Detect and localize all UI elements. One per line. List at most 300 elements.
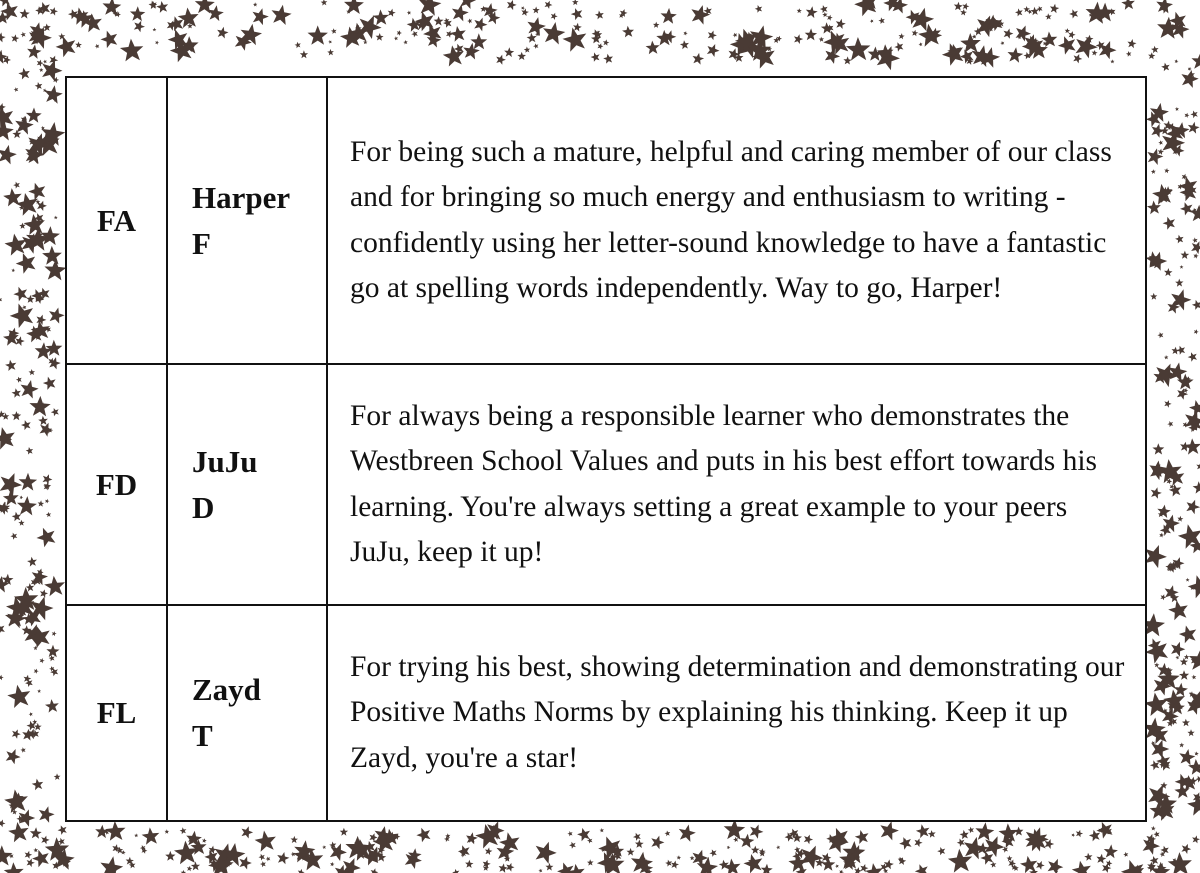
star-icon	[533, 43, 538, 49]
star-icon	[600, 828, 605, 832]
star-icon	[1159, 533, 1164, 538]
star-icon	[27, 45, 41, 59]
star-icon	[1152, 184, 1173, 205]
star-icon	[855, 830, 869, 844]
star-icon	[1020, 856, 1037, 873]
star-icon	[120, 39, 143, 62]
star-icon	[165, 851, 175, 861]
star-icon	[0, 624, 5, 634]
star-icon	[25, 851, 33, 859]
star-icon	[954, 2, 963, 11]
star-icon	[15, 336, 24, 346]
star-icon	[322, 845, 326, 849]
star-icon	[153, 28, 157, 32]
star-icon	[1192, 835, 1200, 843]
star-icon	[50, 7, 58, 16]
star-icon	[665, 860, 672, 867]
star-icon	[1076, 830, 1083, 838]
star-icon	[727, 846, 731, 850]
star-icon	[485, 847, 493, 855]
star-icon	[916, 824, 930, 838]
star-icon	[1073, 54, 1082, 63]
star-icon	[822, 12, 827, 17]
star-icon	[155, 41, 159, 45]
star-icon	[121, 850, 126, 855]
star-icon	[733, 33, 738, 38]
star-icon	[1189, 400, 1200, 416]
star-icon	[573, 23, 582, 32]
star-icon	[1180, 658, 1188, 666]
star-icon	[394, 36, 398, 40]
star-icon	[1000, 41, 1004, 45]
star-icon	[0, 820, 6, 828]
star-icon	[527, 33, 537, 43]
star-icon	[13, 287, 27, 302]
star-icon	[755, 5, 762, 13]
star-icon	[1158, 149, 1164, 155]
star-icon	[342, 858, 361, 873]
star-icon	[1179, 670, 1189, 680]
star-icon	[1030, 7, 1039, 15]
star-icon	[975, 822, 994, 841]
star-icon	[595, 11, 604, 20]
star-icon	[545, 1, 553, 9]
star-icon	[101, 31, 118, 48]
star-icon	[1069, 9, 1078, 18]
star-icon	[1179, 749, 1195, 765]
star-icon	[1191, 675, 1196, 680]
star-icon	[1068, 31, 1075, 38]
star-icon	[26, 447, 33, 455]
star-icon	[344, 0, 364, 14]
star-icon	[709, 849, 716, 857]
star-icon	[1186, 500, 1200, 514]
star-icon	[1190, 205, 1200, 222]
star-icon	[1036, 861, 1045, 870]
star-icon	[7, 685, 30, 708]
star-icon	[708, 31, 717, 41]
star-icon	[13, 182, 20, 189]
star-icon	[899, 33, 905, 39]
star-icon	[33, 848, 38, 853]
star-icon	[75, 42, 82, 49]
star-icon	[1189, 649, 1200, 671]
star-icon	[32, 779, 44, 791]
star-icon	[1110, 59, 1114, 63]
star-icon	[684, 31, 688, 35]
star-icon	[1180, 265, 1184, 269]
star-icon	[1096, 854, 1106, 864]
star-icon	[16, 377, 22, 383]
star-icon	[42, 246, 62, 265]
star-icon	[300, 50, 308, 58]
star-icon	[671, 861, 679, 869]
star-icon	[255, 831, 276, 852]
star-icon	[1181, 251, 1190, 259]
star-icon	[496, 55, 506, 65]
star-icon	[567, 831, 572, 836]
star-icon	[1185, 113, 1190, 118]
star-icon	[202, 838, 207, 843]
star-icon	[242, 826, 254, 838]
star-icon	[1175, 59, 1179, 63]
star-icon	[321, 0, 328, 6]
star-icon	[1127, 39, 1136, 48]
star-icon	[105, 821, 125, 841]
star-icon	[1045, 839, 1055, 849]
student-name-cell	[167, 605, 327, 821]
star-icon	[1193, 481, 1200, 493]
star-icon	[835, 864, 839, 868]
star-icon	[291, 836, 299, 843]
star-icon	[1196, 463, 1200, 471]
star-icon	[543, 22, 565, 45]
star-icon	[603, 39, 609, 45]
star-icon	[41, 836, 49, 845]
star-icon	[733, 837, 738, 842]
star-icon	[43, 60, 47, 64]
star-icon	[416, 828, 430, 843]
star-icon	[1008, 47, 1024, 63]
star-icon	[532, 7, 539, 14]
star-icon	[443, 19, 452, 28]
star-icon	[1151, 46, 1159, 54]
award-reason-cell: For always being a responsible learner who demonstrates the Westbreen School Values and puts in his best effort towards his learning. You're always setting a great example to your peers JuJu, keep it up!	[327, 364, 1146, 605]
star-icon	[0, 145, 17, 165]
star-icon	[6, 749, 21, 764]
star-icon	[156, 1, 168, 13]
star-icon	[527, 17, 546, 36]
star-icon	[452, 869, 459, 873]
table-row	[66, 605, 1146, 821]
star-icon	[1182, 719, 1190, 727]
star-icon	[751, 846, 760, 854]
star-icon	[1172, 347, 1180, 355]
star-icon	[1151, 826, 1156, 831]
star-icon	[35, 82, 43, 90]
star-icon	[1065, 28, 1070, 33]
star-icon	[538, 869, 542, 873]
star-icon	[331, 28, 337, 34]
star-icon	[507, 0, 517, 10]
star-icon	[1151, 169, 1156, 174]
star-icon	[26, 108, 42, 123]
star-icon	[12, 729, 21, 738]
star-icon	[29, 626, 50, 648]
star-icon	[805, 28, 817, 40]
star-icon	[1152, 443, 1164, 454]
star-icon	[591, 52, 600, 61]
student-first-name: Zayd	[192, 672, 261, 707]
star-icon	[19, 473, 37, 491]
star-icon	[633, 833, 641, 841]
star-icon	[1188, 352, 1197, 362]
star-icon	[1175, 235, 1184, 244]
star-icon	[21, 420, 31, 430]
star-icon	[677, 855, 682, 860]
award-reason-cell: For trying his best, showing determination and demonstrating our Positive Maths Norms by explaining his thinking. Keep it up Zayd, you're a star!	[327, 605, 1146, 821]
star-icon	[1072, 861, 1091, 873]
star-icon	[1181, 70, 1198, 88]
student-first-name: JuJu	[192, 443, 258, 479]
star-icon	[1191, 241, 1200, 254]
star-icon	[545, 863, 553, 871]
star-icon	[277, 852, 289, 864]
star-icon	[308, 25, 328, 44]
star-icon	[217, 27, 228, 39]
star-icon	[134, 833, 138, 837]
star-icon	[260, 861, 266, 867]
star-icon	[820, 5, 828, 13]
star-icon	[49, 308, 65, 324]
star-icon	[761, 864, 773, 873]
star-icon	[1148, 52, 1155, 59]
star-icon	[29, 396, 50, 417]
star-icon	[1089, 830, 1100, 842]
star-icon	[1015, 8, 1023, 16]
star-icon	[450, 26, 466, 42]
star-icon	[328, 40, 332, 44]
star-icon	[20, 747, 25, 753]
star-icon	[14, 87, 19, 92]
star-icon	[29, 369, 36, 375]
star-icon	[0, 297, 2, 302]
star-icon	[445, 833, 450, 838]
star-icon	[679, 825, 696, 842]
star-icon	[915, 864, 928, 873]
star-icon	[191, 862, 200, 871]
star-icon	[465, 860, 473, 868]
star-icon	[54, 773, 61, 780]
star-icon	[56, 36, 76, 57]
star-icon	[0, 107, 13, 129]
star-icon	[877, 46, 900, 70]
star-icon	[577, 828, 590, 841]
star-icon	[397, 30, 402, 35]
star-icon	[665, 831, 671, 837]
star-icon	[388, 9, 396, 17]
star-icon	[690, 856, 695, 861]
star-icon	[571, 8, 583, 20]
star-icon	[100, 856, 123, 873]
star-icon	[253, 2, 257, 6]
star-icon	[40, 226, 60, 245]
star-icon	[960, 9, 967, 16]
star-icon	[880, 821, 899, 840]
star-icon	[376, 33, 384, 41]
star-icon	[12, 512, 21, 522]
star-icon	[1186, 578, 1190, 582]
star-icon	[627, 848, 635, 856]
class-cell: FA	[66, 77, 167, 364]
star-icon	[524, 47, 530, 53]
star-icon	[35, 342, 53, 359]
star-icon	[39, 68, 43, 72]
star-icon	[330, 862, 334, 867]
star-icon	[327, 49, 334, 56]
star-icon	[1072, 833, 1076, 837]
star-icon	[827, 15, 833, 21]
class-cell: FD	[66, 364, 167, 605]
star-icon	[1192, 53, 1200, 70]
star-icon	[937, 847, 945, 855]
star-icon	[912, 30, 919, 37]
star-icon	[467, 19, 472, 24]
class-cell: FL	[66, 605, 167, 821]
star-icon	[724, 819, 746, 840]
star-icon	[928, 830, 936, 838]
star-icon	[964, 837, 986, 860]
star-icon	[1184, 654, 1189, 659]
student-last-initial: D	[192, 489, 215, 525]
star-icon	[794, 34, 803, 44]
student-first-name: Harper	[192, 179, 291, 215]
star-icon	[1037, 6, 1043, 12]
star-icon	[919, 42, 923, 46]
star-icon	[407, 11, 411, 15]
star-icon	[1168, 852, 1192, 873]
star-icon	[38, 416, 48, 426]
star-icon	[653, 22, 660, 28]
star-icon	[598, 43, 604, 49]
star-icon	[957, 839, 965, 847]
star-icon	[1171, 642, 1185, 657]
star-icon	[1151, 487, 1162, 499]
star-icon	[822, 853, 831, 863]
star-icon	[1104, 844, 1118, 858]
star-icon	[506, 863, 514, 872]
star-icon	[1045, 13, 1052, 19]
star-icon	[551, 13, 558, 20]
star-icon	[963, 3, 970, 10]
star-icon	[34, 723, 42, 730]
star-icon	[968, 827, 974, 834]
star-icon	[1196, 776, 1200, 783]
star-icon	[45, 85, 63, 103]
star-icon	[42, 60, 62, 81]
star-icon	[16, 253, 36, 274]
star-icon	[1145, 545, 1167, 568]
star-icon	[819, 37, 824, 42]
star-icon	[839, 870, 844, 873]
star-icon	[1004, 29, 1014, 39]
star-icon	[843, 56, 851, 64]
star-icon	[1014, 827, 1024, 836]
star-icon	[34, 669, 39, 674]
star-icon	[572, 0, 579, 5]
star-icon	[4, 789, 28, 813]
star-icon	[1158, 140, 1163, 145]
star-icon	[1164, 355, 1169, 359]
star-icon	[980, 851, 993, 865]
star-icon	[46, 645, 59, 658]
star-icon	[1188, 575, 1200, 598]
star-icon	[1192, 237, 1198, 243]
star-icon	[914, 838, 922, 847]
star-icon	[340, 828, 348, 836]
star-icon	[27, 557, 37, 567]
star-icon	[37, 689, 41, 693]
star-icon	[693, 53, 705, 65]
star-icon	[1177, 516, 1183, 522]
star-icon	[884, 859, 894, 869]
star-icon	[373, 9, 389, 25]
star-icon	[11, 34, 19, 42]
star-icon	[446, 31, 453, 38]
star-icon	[870, 19, 874, 23]
star-icon	[49, 357, 61, 369]
awards-table	[65, 76, 1147, 822]
star-icon	[646, 41, 660, 55]
star-icon	[603, 54, 613, 64]
star-icon	[1157, 505, 1171, 518]
star-icon	[0, 675, 4, 681]
star-icon	[28, 183, 45, 201]
star-icon	[5, 234, 27, 256]
star-icon	[12, 388, 22, 398]
star-icon	[411, 31, 418, 38]
star-icon	[27, 859, 35, 868]
star-icon	[1188, 122, 1200, 134]
star-icon	[95, 825, 109, 838]
star-icon	[750, 825, 764, 839]
star-icon	[1179, 626, 1196, 644]
star-icon	[517, 52, 526, 60]
star-icon	[32, 850, 49, 868]
star-icon	[38, 500, 45, 507]
star-icon	[474, 18, 487, 32]
star-icon	[1168, 600, 1188, 620]
star-icon	[587, 859, 594, 865]
star-icon	[178, 8, 199, 29]
star-icon	[854, 0, 877, 16]
star-icon	[20, 32, 25, 38]
star-icon	[30, 827, 42, 839]
star-icon	[1179, 743, 1184, 748]
star-icon	[1175, 656, 1179, 660]
star-icon	[1167, 421, 1173, 427]
star-icon	[295, 42, 301, 48]
table-row	[66, 77, 1146, 364]
star-icon	[52, 631, 57, 636]
star-icon	[836, 19, 846, 29]
star-icon	[1193, 253, 1198, 258]
student-last-initial: T	[192, 718, 213, 753]
star-icon	[1050, 4, 1059, 13]
star-icon	[661, 8, 677, 24]
star-icon	[1181, 844, 1191, 854]
star-icon	[1150, 293, 1157, 300]
star-icon	[1123, 852, 1128, 857]
star-icon	[403, 40, 408, 45]
star-icon	[622, 26, 634, 38]
star-icon	[1164, 168, 1169, 173]
student-name-cell	[167, 364, 327, 605]
star-icon	[36, 315, 46, 325]
star-icon	[187, 866, 193, 872]
star-icon	[272, 5, 292, 25]
star-icon	[990, 861, 996, 867]
star-icon	[239, 856, 251, 869]
star-icon	[10, 304, 33, 329]
star-icon	[43, 377, 56, 390]
star-icon	[1121, 0, 1135, 10]
star-icon	[17, 496, 37, 515]
star-icon	[1150, 760, 1159, 770]
star-icon	[899, 837, 911, 850]
star-icon	[740, 834, 755, 848]
star-icon	[1180, 442, 1190, 452]
